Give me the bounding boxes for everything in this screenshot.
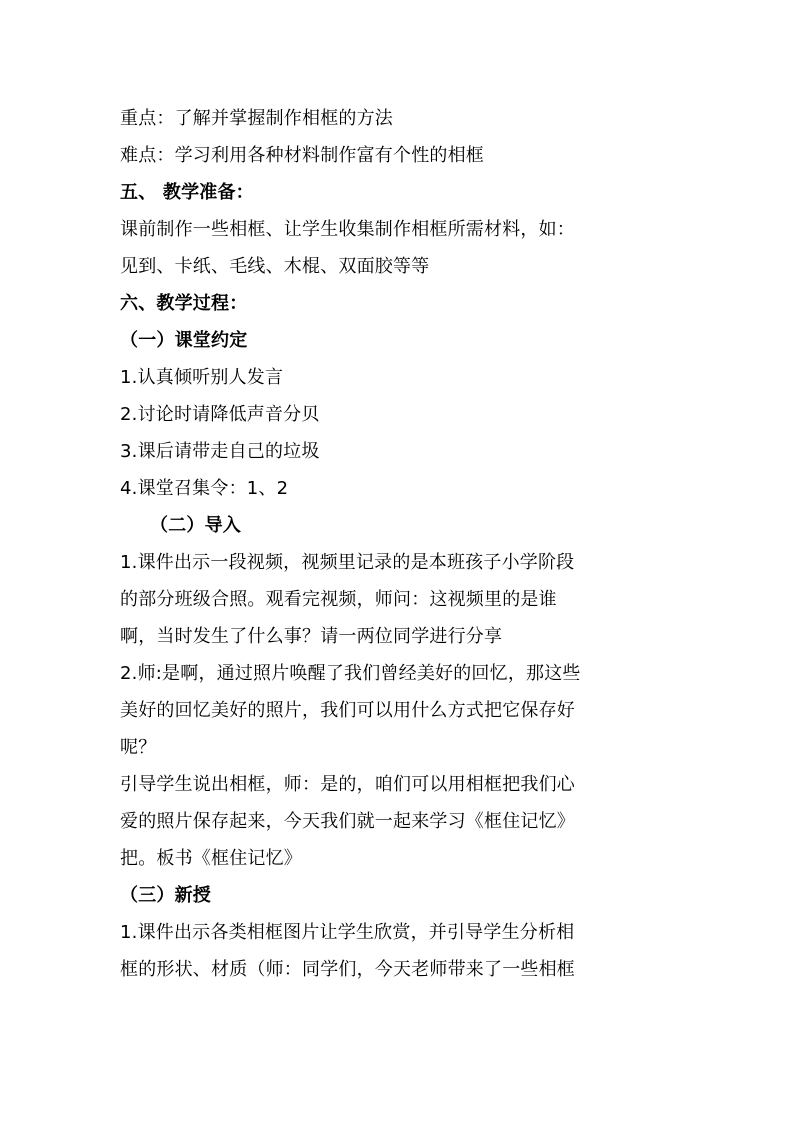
paragraph-line: 美好的回忆美好的照片，我们可以用什么方式把它保存好 [120,700,575,721]
section-heading-process: 六、教学过程： [120,293,248,314]
paragraph-line: 爱的照片保存起来，今天我们就一起来学习《框住记忆》 [120,811,575,832]
subsection-heading-intro: （二）导入 [150,515,241,536]
subsection-heading-new-lesson: （三）新授 [120,885,211,906]
difficult-point-line: 难点：学习利用各种材料制作富有个性的相框 [120,145,484,166]
paragraph-line: 啊，当时发生了什么事？请一两位同学进行分享 [120,626,503,647]
paragraph-line: 1.课件出示各类相框图片让学生欣赏，并引导学生分析相 [120,922,575,943]
paragraph-line: 框的形状、材质（师：同学们，今天老师带来了一些相框 [120,959,575,980]
paragraph-line: 2.师:是啊，通过照片唤醒了我们曾经美好的回忆，那这些 [120,663,581,684]
paragraph-line: 呢？ [120,737,157,758]
key-point-line: 重点：了解并掌握制作相框的方法 [120,108,393,129]
paragraph-line: 把。板书《框住记忆》 [120,848,302,869]
list-item: 3.课后请带走自己的垃圾 [120,441,320,462]
list-item: 4.课堂召集令：1、2 [120,478,289,499]
paragraph-line: 1.课件出示一段视频，视频里记录的是本班孩子小学阶段 [120,552,575,573]
subsection-heading-rules: （一）课堂约定 [120,330,248,351]
paragraph-line: 引导学生说出相框，师：是的，咱们可以用相框把我们心 [120,774,575,795]
paragraph-line: 的部分班级合照。观看完视频，师问：这视频里的是谁 [120,589,557,610]
paragraph-line: 见到、卡纸、毛线、木棍、双面胶等等 [120,256,430,277]
list-item: 1.认真倾听别人发言 [120,367,284,388]
list-item: 2.讨论时请降低声音分贝 [120,404,320,425]
paragraph-line: 课前制作一些相框、让学生收集制作相框所需材料，如： [120,219,575,240]
section-heading-preparation: 五、 教学准备： [120,182,254,203]
